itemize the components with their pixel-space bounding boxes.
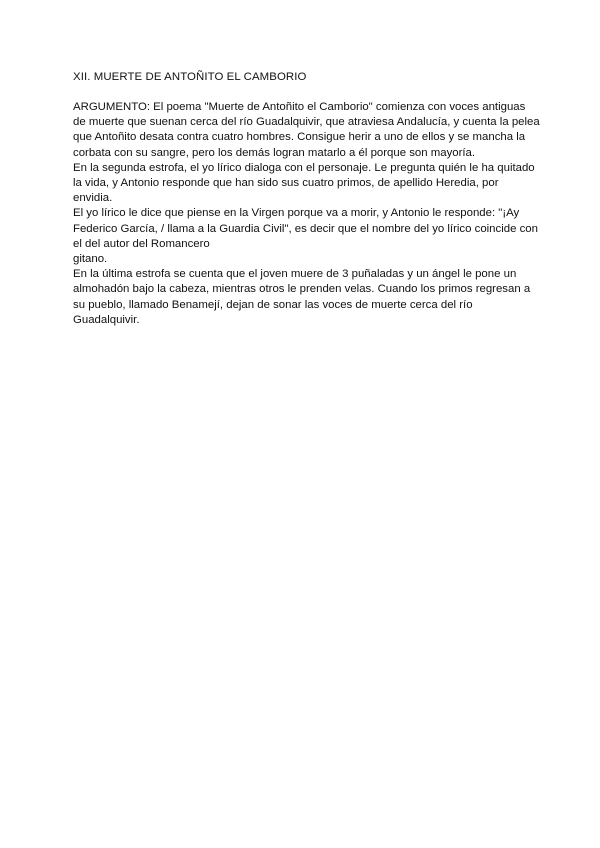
text-line: El yo lírico le dice que piense en la Virgen porque va a morir, y Antonio le responde: "¡Ay bbox=[73, 207, 520, 220]
text-line: corbata con su sangre, pero los demás logran matarlo a él porque son mayoría. bbox=[73, 146, 476, 159]
text-line: de muerte que suenan cerca del río Guadalquivir, que atraviesa Andalucía, y cuenta la pelea bbox=[73, 116, 540, 129]
text-line: que Antoñito desata contra cuatro hombres. Consigue herir a uno de ellos y se mancha la bbox=[73, 131, 526, 144]
text-line: En la segunda estrofa, el yo lírico dialoga con el personaje. Le pregunta quién le ha quitado bbox=[73, 161, 535, 174]
text-line: la vida, y Antonio responde que han sido sus cuatro primos, de apellido Heredia, por bbox=[73, 177, 499, 190]
text-line: gitano. bbox=[73, 253, 108, 266]
text-line: envidia. bbox=[73, 192, 113, 205]
text-line: almohadón bajo la cabeza, mientras otros le prenden velas. Cuando los primos regresan a bbox=[73, 283, 531, 296]
text-line: Federico García, / llama a la Guardia Civil", es decir que el nombre del yo lírico coincide con bbox=[73, 222, 538, 235]
document-title: XII. MUERTE DE ANTOÑITO EL CAMBORIO bbox=[73, 71, 307, 83]
text-line: ARGUMENTO: El poema "Muerte de Antoñito el Camborio" comienza con voces antiguas bbox=[73, 101, 526, 113]
document-body bbox=[73, 100, 540, 328]
text-line: su pueblo, llamado Benamejí, dejan de sonar las voces de muerte cerca del río bbox=[73, 298, 473, 311]
text-line: En la última estrofa se cuenta que el joven muere de 3 puñaladas y un ángel le pone un bbox=[73, 268, 517, 281]
text-line: Guadalquivir. bbox=[73, 313, 140, 326]
text-line: el del autor del Romancero bbox=[73, 237, 210, 250]
